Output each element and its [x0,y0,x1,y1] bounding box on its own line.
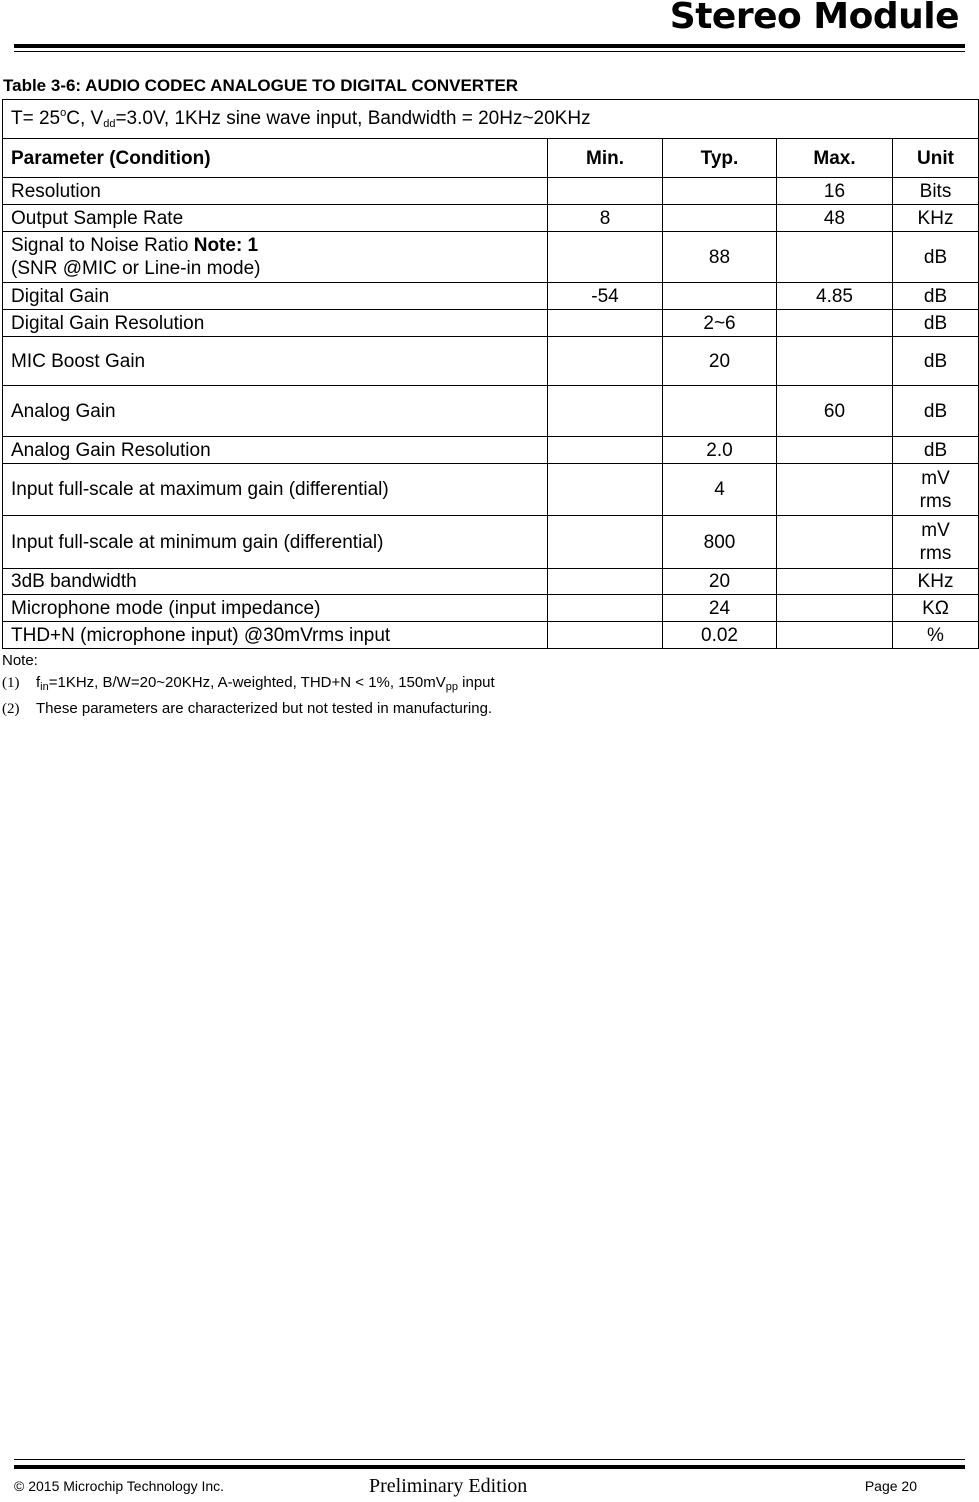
table-row [3,283,979,310]
max-cell [777,569,893,595]
min-cell: 8 [548,205,663,232]
min-cell [548,595,663,622]
table-row [3,178,979,205]
typ-cell [663,205,777,232]
typ-cell: 2.0 [663,437,777,464]
unit-cell: % [893,622,979,649]
col-header-unit: Unit [893,139,979,178]
table-row [3,595,979,622]
param-cell: MIC Boost Gain [3,337,548,386]
typ-cell: 0.02 [663,622,777,649]
table-row [3,569,979,595]
typ-cell: 88 [663,232,777,283]
note-1: (1) $f_{in}=1KHz$, B/W=20~20KHz, A-weighted, THD+N < 1%, $150mV_{pp}$ input [2,674,495,693]
max-cell: 4.85 [777,283,893,310]
adc-spec-table [2,99,979,649]
max-cell [777,595,893,622]
table-row [3,516,979,569]
param-cell: THD+N (microphone input) @30mVrms input [3,622,548,649]
max-cell [777,337,893,386]
footer-copyright: © 2015 Microchip Technology Inc. [14,1478,225,1494]
col-header-min: Min. [548,139,663,178]
min-cell [548,337,663,386]
max-cell [777,232,893,283]
col-header-max: Max. [777,139,893,178]
param-cell: Digital Gain [3,283,548,310]
note-number: (2) [2,701,20,717]
typ-cell: 4 [663,464,777,516]
table-caption: Table 3-6: AUDIO CODEC ANALOGUE TO DIGITAL CONVERTER [3,76,519,95]
unit-cell: Bits [893,178,979,205]
table-row [3,232,979,283]
min-cell [548,178,663,205]
max-cell: 60 [777,386,893,437]
min-cell [548,386,663,437]
table-row [3,622,979,649]
notes-block [2,650,495,720]
header-rule-thick [14,44,965,48]
notes-label: Note: [2,652,38,669]
min-cell [548,437,663,464]
unit-cell: dB [893,232,979,283]
footer-page-number: Page 20 [864,1478,917,1494]
typ-cell: 800 [663,516,777,569]
min-cell [548,622,663,649]
table-row [3,337,979,386]
min-cell [548,310,663,337]
unit-cell: KΩ [893,595,979,622]
typ-cell [663,178,777,205]
param-cell: Analog Gain [3,386,548,437]
condition-row [3,100,979,139]
param-cell: Microphone mode (input impedance) [3,595,548,622]
max-cell [777,437,893,464]
typ-cell [663,283,777,310]
param-cell: Input full-scale at maximum gain (differential) [3,464,548,516]
param-cell: Resolution [3,178,548,205]
test-condition: $T= 25^oC$, $V_{dd}=3.0V$, 1KHz sine wave input, Bandwidth = 20Hz~20KHz [3,100,979,139]
note-ref: Note: 1 [193,235,259,256]
param-cell: Signal to Noise Ratio Note: 1 (SNR @MIC or Line-in mode) [3,232,548,283]
table-row [3,205,979,232]
typ-cell: 2~6 [663,310,777,337]
unit-cell: dB [893,437,979,464]
table-row [3,310,979,337]
typ-cell: 20 [663,569,777,595]
min-cell [548,569,663,595]
header-rule-thin [14,51,965,52]
min-cell [548,464,663,516]
typ-cell [663,386,777,437]
param-cell: Input full-scale at minimum gain (differential) [3,516,548,569]
typ-cell: 20 [663,337,777,386]
min-cell [548,232,663,283]
min-cell [548,516,663,569]
param-cell: Output Sample Rate [3,205,548,232]
max-cell [777,622,893,649]
max-cell [777,516,893,569]
max-cell: 16 [777,178,893,205]
unit-cell: KHz [893,569,979,595]
unit-cell: dB [893,337,979,386]
param-cell: 3dB bandwidth [3,569,548,595]
max-cell: 48 [777,205,893,232]
document-title: Stereo Module [669,0,959,37]
unit-cell: dB [893,386,979,437]
unit-cell: mV rms [893,464,979,516]
header-row [3,139,979,178]
unit-cell: dB [893,283,979,310]
unit-cell: mV rms [893,516,979,569]
table-row [3,464,979,516]
min-cell: -54 [548,283,663,310]
footer-rule-thin [14,1459,965,1460]
col-header-typ: Typ. [663,139,777,178]
table-row [3,437,979,464]
param-cell: Analog Gain Resolution [3,437,548,464]
footer-edition: Preliminary Edition [369,1475,528,1497]
note-2: (2) These parameters are characterized but not tested in manufacturing. [2,698,495,720]
unit-cell: dB [893,310,979,337]
footer-rule-thick [14,1465,965,1469]
param-cell: Digital Gain Resolution [3,310,548,337]
col-header-parameter: Parameter (Condition) [3,139,548,178]
max-cell [777,464,893,516]
max-cell [777,310,893,337]
note-number: (1) [2,675,20,691]
unit-cell: KHz [893,205,979,232]
table-row [3,386,979,437]
typ-cell: 24 [663,595,777,622]
